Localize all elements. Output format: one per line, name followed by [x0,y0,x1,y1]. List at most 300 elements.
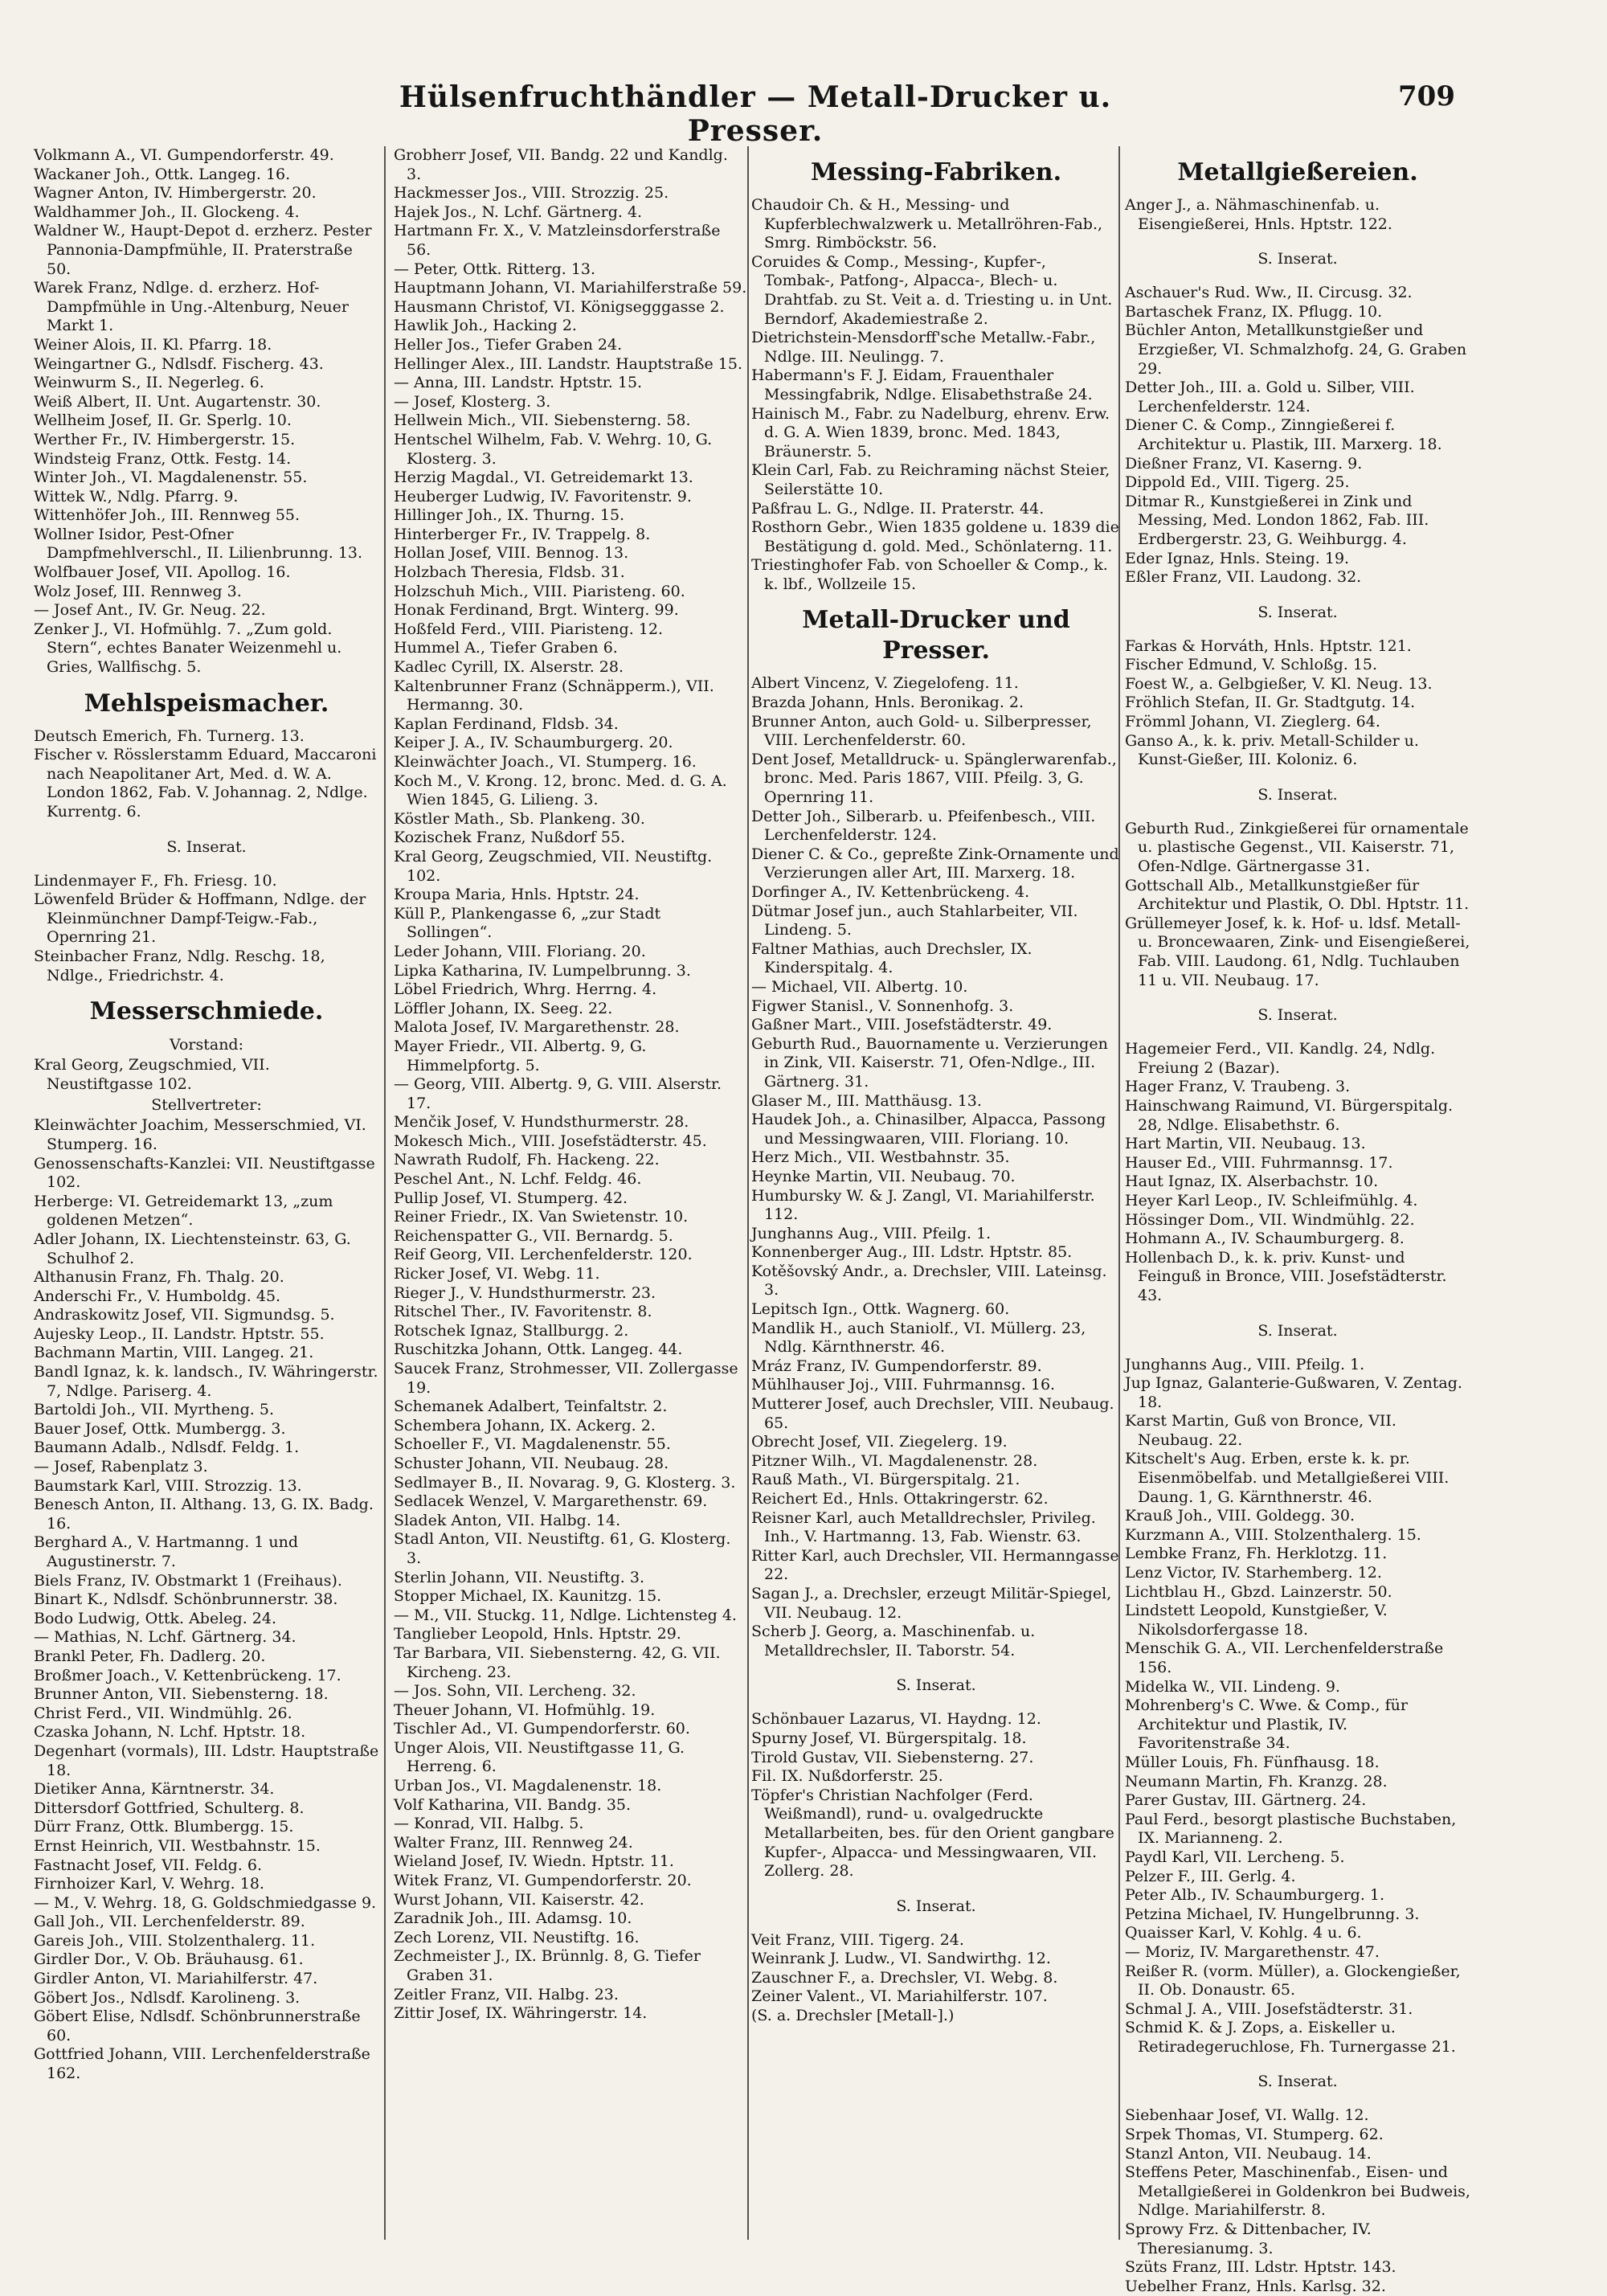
directory-entry: Weinrank J. Ludw., VI. Sandwirthg. 12. [751,1950,1051,1968]
directory-entry: — Josef, Klosterg. 3. [394,392,551,411]
directory-entry: Haudek Joh., a. Chinasilber, Alpacca, Passong und Messingwaaren, VIII. Floriang. 10. [751,1111,1106,1148]
directory-entry: Hart Martin, VII. Neubaug. 13. [1125,1135,1366,1153]
directory-entry: Dent Josef, Metalldruck- u. Spänglerwarenfab., bronc. Med. Paris 1867, VIII. Pfeilg. 3, G. Opernring 11. [751,750,1117,807]
directory-entry: Weiß Albert, II. Unt. Augartenstr. 30. [34,392,321,411]
directory-entry: Firnhoizer Karl, V. Wehrg. 18. [34,1875,264,1893]
directory-entry: Ritter Karl, auch Drechsler, VII. Hermanngasse 22. [751,1546,1119,1584]
directory-entry: Holzschuh Mich., VIII. Piaristeng. 60. [394,582,685,600]
directory-entry: Jup Ignaz, Galanterie-Gußwaren, V. Zentag. 18. [1125,1374,1462,1411]
directory-entry: Holzbach Theresia, Fldsb. 31. [394,563,625,582]
inserat-note: S. Inserat. [1257,1321,1338,1340]
column-1 [34,146,379,2248]
directory-entry: Kaplan Ferdinand, Fldsb. 34. [394,714,619,733]
directory-entry: Brazda Johann, Hnls. Beronikag. 2. [751,694,1024,712]
directory-entry: Kotěšovský Andr., a. Drechsler, VIII. Lateinsg. 3. [751,1262,1107,1299]
directory-entry: Waldhammer Joh., II. Glockeng. 4. [34,203,300,221]
directory-entry: Hollenbach D., k. k. priv. Kunst- und Feinguß in Bronce, VIII. Josefstädterstr. 43. [1125,1248,1447,1304]
directory-entry: — Jos. Sohn, VII. Lercheng. 32. [394,1682,636,1701]
directory-entry: Gottschall Alb., Metallkunstgießer für Architektur und Plastik, O. Dbl. Hptstr. 11. [1125,876,1470,914]
directory-entry: Reißer R. (vorm. Müller), a. Glockengießer, II. Ob. Donaustr. 65. [1125,1962,1461,1999]
directory-entry: Bauer Josef, Ottk. Mumbergg. 3. [34,1419,286,1438]
directory-entry: Tanglieber Leopold, Hnls. Hptstr. 29. [394,1625,681,1643]
directory-entry: Baumstark Karl, VIII. Strozzig. 13. [34,1476,302,1495]
directory-entry: Dießner Franz, VI. Kaserng. 9. [1125,454,1363,473]
directory-entry: Büchler Anton, Metallkunstgießer und Erzgießer, VI. Schmalzhofg. 24, G. Graben 29. [1125,321,1467,378]
column-2 [394,146,747,2248]
column-4 [1125,146,1470,2295]
directory-entry: Mráz Franz, IV. Gumpendorferstr. 89. [751,1357,1042,1375]
directory-entry: Hainschwang Raimund, VI. Bürgerspitalg. 28, Ndlge. Elisabethstr. 6. [1125,1096,1454,1134]
directory-entry: Zittir Josef, IX. Währingerstr. 14. [394,2004,648,2023]
directory-entry: Aujesky Leop., II. Landstr. Hptstr. 55. [34,1324,325,1343]
directory-entry: Nawrath Rudolf, Fh. Hackeng. 22. [394,1151,660,1169]
directory-entry: — Peter, Ottk. Ritterg. 13. [394,260,596,278]
directory-entry: Lichtblau H., Gbzd. Lainzerstr. 50. [1125,1582,1392,1601]
directory-entry: Rieger J., V. Hundsthurmerstr. 23. [394,1283,656,1302]
directory-entry: Anger J., a. Nähmaschinenfab. u. Eisengießerei, Hnls. Hptstr. 122. [1125,196,1392,233]
directory-entry: Lindstett Leopold, Kunstgießer, V. Nikolsdorfergasse 18. [1125,1602,1388,1639]
directory-entry: Dürr Franz, Ottk. Blumbergg. 15. [34,1818,294,1836]
directory-entry: Stadl Anton, VII. Neustiftg. 61, G. Klosterg. 3. [394,1530,731,1567]
column-rule [384,146,386,2240]
directory-entry: Bartoldi Joh., VII. Myrtheng. 5. [34,1401,275,1419]
directory-entry: Hollan Josef, VIII. Bennog. 13. [394,544,629,563]
directory-entry: Berghard A., V. Hartmanng. 1 und Augustinerstr. 7. [34,1533,299,1570]
directory-entry: Peter Alb., IV. Schaumburgerg. 1. [1125,1886,1385,1905]
directory-entry: Hawlik Joh., Hacking 2. [394,317,577,335]
directory-entry: Brunner Anton, VII. Siebensterng. 18. [34,1685,329,1704]
directory-entry: Steffens Peter, Maschinenfab., Eisen- und Metallgießerei in Goldenkron bei Budweis, Ndlge. Mariahilferstr. 8. [1125,2163,1470,2220]
section-heading-messing-fabriken: Messing-Fabriken. [810,158,1062,186]
directory-entry: Hainisch M., Fabr. zu Nadelburg, ehrenv. Erw. d. G. A. Wien 1839, bronc. Med. 1843, Bräunerstr. 5. [751,404,1110,460]
directory-entry: Dütmar Josef jun., auch Stahlarbeiter, VII. Lindeng. 5. [751,902,1078,939]
directory-entry: Szüts Franz, III. Ldstr. Hptstr. 143. [1125,2258,1396,2277]
inserat-note: S. Inserat. [166,837,247,856]
directory-entry: Schembera Johann, IX. Ackerg. 2. [394,1416,656,1434]
directory-entry: Zauschner F., a. Drechsler, VI. Webg. 8. [751,1968,1058,1987]
directory-entry: Volf Katharina, VII. Bandg. 35. [394,1795,632,1814]
directory-entry: Fischer Edmund, V. Schloßg. 15. [1125,656,1378,674]
directory-entry: Wagner Anton, IV. Himbergerstr. 20. [34,184,317,203]
directory-entry: (S. a. Drechsler [Metall-].) [751,2007,955,2025]
directory-entry: Küll P., Plankengasse 6, „zur Stadt Sollingen“. [394,904,661,942]
directory-entry: Junghanns Aug., VIII. Pfeilg. 1. [751,1224,992,1242]
directory-entry: Herz Mich., VII. Westbahnstr. 35. [751,1148,1010,1167]
directory-entry: Glaser M., III. Matthäusg. 13. [751,1091,982,1110]
directory-entry: Hauser Ed., VIII. Fuhrmannsg. 17. [1125,1153,1393,1172]
directory-entry: Parer Gustav, III. Gärtnerg. 24. [1125,1791,1367,1810]
directory-entry: Töpfer's Christian Nachfolger (Ferd. Weißmandl), rund- u. ovalgedruckte Metallarbeiten, bes. für den Orient gangbare Kupfer-, Alpacca- und Messingwaaren, VII. Zollerg. 28. [751,1786,1114,1881]
directory-entry: Hausmann Christof, VI. Königsegggasse 2. [394,297,725,316]
directory-entry: Löwenfeld Brüder & Hoffmann, Ndlge. der Kleinmünchner Dampf-Teigw.-Fab., Opernring 21. [34,890,366,947]
directory-entry: Dorfinger A., IV. Kettenbrückeng. 4. [751,883,1030,901]
directory-entry: Reif Georg, VII. Lerchenfelderstr. 120. [394,1246,693,1264]
directory-entry: — Josef Ant., IV. Gr. Neug. 22. [34,601,266,620]
directory-entry: Humbursky W. & J. Zangl, VI. Mariahilferstr. 112. [751,1186,1095,1224]
directory-entry: Heller Jos., Tiefer Graben 24. [394,335,623,354]
directory-entry: Junghanns Aug., VIII. Pfeilg. 1. [1125,1355,1365,1373]
directory-entry: Brankl Peter, Fh. Dadlerg. 20. [34,1647,266,1665]
directory-entry: Unger Alois, VII. Neustiftgasse 11, G. Herreng. 6. [394,1738,685,1776]
directory-entry: Herberge: VI. Getreidemarkt 13, „zum goldenen Metzen“. [34,1192,333,1230]
directory-entry: Löffler Johann, IX. Seeg. 22. [394,999,613,1017]
directory-entry: Mayer Friedr., VII. Albertg. 9, G. Himmelpfortg. 5. [394,1037,647,1074]
directory-entry: — M., V. Wehrg. 18, G. Goldschmiedgasse 9. [34,1893,377,1912]
running-title: Hülsenfruchthändler — Metall-Drucker u. Presser. [399,80,1112,148]
vorstand-entry: Kral Georg, Zeugschmied, VII. Neustiftgasse 102. [34,1056,270,1093]
directory-entry: Kleinwächter Joach., VI. Stumperg. 16. [394,753,697,771]
directory-entry: — Moriz, IV. Margarethenstr. 47. [1125,1942,1380,1961]
directory-entry: Menschik G. A., VII. Lerchenfelderstraße 156. [1125,1639,1444,1676]
directory-entry: Weinwurm S., II. Negerleg. 6. [34,374,264,392]
directory-entry: Hauptmann Johann, VI. Mariahilferstraße 59. [394,279,747,297]
directory-entry: Sagan J., a. Drechsler, erzeugt Militär-Spiegel, VII. Neubaug. 12. [751,1584,1112,1622]
directory-entry: Paßfrau L. G., Ndlge. II. Praterstr. 44. [751,499,1045,518]
directory-entry: — Michael, VII. Albertg. 10. [751,977,968,996]
directory-entry: Müller Louis, Fh. Fünfhausg. 18. [1125,1753,1380,1771]
entry-list-metallgiessereien [1125,196,1470,2296]
directory-entry: Zeiner Valent., VI. Mariahilferstr. 107. [751,1987,1048,2006]
entry-list-messerschmiede [34,1155,379,2084]
directory-entry: Siebenhaar Josef, VI. Wallg. 12. [1125,2106,1369,2125]
directory-entry: Ritschel Ther., IV. Favoritenstr. 8. [394,1303,652,1321]
directory-entry: Hoßfeld Ferd., VIII. Piaristeng. 12. [394,620,663,638]
directory-entry: Detter Joh., III. a. Gold u. Silber, VIII. Lerchenfelderstr. 124. [1125,379,1415,415]
directory-entry: Zechmeister J., IX. Brünnlg. 8, G. Tiefer Graben 31. [394,1947,701,1984]
directory-entry: Detter Joh., Silberarb. u. Pfeifenbesch., VIII. Lerchenfelderstr. 124. [751,807,1096,845]
directory-entry: Zech Lorenz, VII. Neustiftg. 16. [394,1928,640,1946]
directory-entry: Weingartner G., Ndlsdf. Fischerg. 43. [34,354,324,373]
directory-entry: Reisner Karl, auch Metalldrechsler, Privileg. Inh., V. Hartmanng. 13, Fab. Wienstr. 63. [751,1508,1096,1546]
directory-entry: — Anna, III. Landstr. Hptstr. 15. [394,374,643,392]
directory-entry: Keiper J. A., IV. Schaumburgerg. 20. [394,734,673,752]
directory-entry: Genossenschafts-Kanzlei: VII. Neustiftgasse 102. [34,1154,375,1192]
directory-entry: Malota Josef, IV. Margarethenstr. 28. [394,1018,680,1037]
directory-entry: Weiner Alois, II. Kl. Pfarrg. 18. [34,335,272,354]
directory-entry: Tar Barbara, VII. Siebensterng. 42, G. VII. Kircheng. 23. [394,1643,721,1681]
inserat-note: S. Inserat. [1257,785,1338,804]
directory-entry: Hössinger Dom., VII. Windmühlg. 22. [1125,1210,1415,1229]
directory-entry: Herzig Magdal., VI. Getreidemarkt 13. [394,469,693,487]
inserat-note: S. Inserat. [1257,2073,1338,2091]
directory-entry: Binart K., Ndlsdf. Schönbrunnerstr. 38. [34,1590,338,1609]
directory-entry: Lepitsch Ign., Ottk. Wagnerg. 60. [751,1300,1010,1319]
directory-entry: Neumann Martin, Fh. Kranzg. 28. [1125,1772,1388,1791]
directory-entry: Mandlik H., auch Staniolf., VI. Müllerg. 23, Ndlg. Kärnthnerstr. 46. [751,1319,1086,1357]
directory-entry: Hellinger Alex., III. Landstr. Hauptstraße 15. [394,354,743,373]
directory-entry: Kadlec Cyrill, IX. Alserstr. 28. [394,658,624,677]
directory-entry: Haut Ignaz, IX. Alserbachstr. 10. [1125,1173,1379,1191]
directory-entry: Wittek W., Ndlg. Pfarrg. 9. [34,487,239,505]
directory-entry: Kurzmann A., VIII. Stolzenthalerg. 15. [1125,1525,1421,1544]
directory-entry: Löbel Friedrich, Whrg. Herrng. 4. [394,980,657,999]
inserat-note: S. Inserat. [1257,250,1338,268]
directory-entry: Pullip Josef, VI. Stumperg. 42. [394,1189,628,1207]
directory-entry: Geburth Rud., Bauornamente u. Verzierungen in Zink, VII. Kaiserstr. 71, Ofen-Ndlge., III. Gärtnerg. 31. [751,1034,1108,1091]
directory-entry: Habermann's F. J. Eidam, Frauenthaler Messingfabrik, Ndlge. Elisabethstraße 24. [751,366,1093,403]
directory-entry: Stopper Michael, IX. Kaunitzg. 15. [394,1587,662,1606]
directory-entry: Czaska Johann, N. Lchf. Hptstr. 18. [34,1723,306,1741]
directory-entry: Obrecht Josef, VII. Ziegelerg. 19. [751,1433,1008,1451]
vorstand-label: Vorstand: [169,1036,243,1054]
directory-entry: Aschauer's Rud. Ww., II. Circusg. 32. [1125,284,1413,302]
entry-list-messing-fabriken [751,196,1121,594]
directory-entry: Degenhart (vormals), III. Ldstr. Hauptstraße 18. [34,1741,379,1779]
directory-entry: Theuer Johann, VI. Hofmühlg. 19. [394,1701,656,1719]
directory-entry: Windsteig Franz, Ottk. Festg. 14. [34,449,292,468]
directory-entry: Uebelher Franz, Hnls. Karlsg. 32. [1125,2277,1386,2295]
directory-entry: Kroupa Maria, Hnls. Hptstr. 24. [394,886,640,904]
directory-entry: Werther Fr., IV. Himbergerstr. 15. [34,430,296,448]
directory-entry: Ditmar R., Kunstgießerei in Zink und Messing, Med. London 1862, Fab. III. Erdbergerstr. 23, G. Weihburgg. 4. [1125,492,1429,548]
directory-entry: Schoeller F., VI. Magdalenenstr. 55. [394,1435,671,1454]
directory-entry: Biels Franz, IV. Obstmarkt 1 (Freihaus). [34,1571,342,1590]
directory-entry: Konnenberger Aug., III. Ldstr. Hptstr. 85. [751,1243,1073,1262]
directory-entry: Girdler Dor., V. Ob. Bräuhausg. 61. [34,1950,304,1969]
directory-entry: Reichert Ed., Hnls. Ottakringerstr. 62. [751,1490,1049,1508]
directory-entry: Schemanek Adalbert, Teinfaltstr. 2. [394,1398,668,1416]
directory-entry: Fröhlich Stefan, II. Gr. Stadtgutg. 14. [1125,694,1416,712]
directory-entry: Hartmann Fr. X., V. Matzleinsdorferstraße 56. [394,222,721,259]
directory-entry: Figwer Stanisl., V. Sonnenhofg. 3. [751,997,1014,1015]
directory-entry: Ricker Josef, VI. Webg. 11. [394,1265,600,1283]
directory-entry: Heynke Martin, VII. Neubaug. 70. [751,1167,1016,1185]
directory-entry: Hohmann A., IV. Schaumburgerg. 8. [1125,1230,1405,1248]
directory-entry: Hinterberger Fr., IV. Trappelg. 8. [394,525,651,543]
directory-entry: Foest W., a. Gelbgießer, V. Kl. Neug. 13. [1125,674,1433,693]
inserat-note: S. Inserat. [896,1897,976,1915]
directory-entry: Schuster Johann, VII. Neubaug. 28. [394,1454,669,1472]
directory-entry: Wellheim Josef, II. Gr. Sperlg. 10. [34,411,292,430]
directory-entry: Hillinger Joh., IX. Thurng. 15. [394,506,625,525]
directory-entry: Hager Franz, V. Traubeng. 3. [1125,1078,1351,1096]
directory-entry: Anderschi Fr., V. Humboldg. 45. [34,1287,281,1305]
directory-entry: Girdler Anton, VI. Mariahilferstr. 47. [34,1970,318,1988]
directory-entry: Wittenhöfer Joh., III. Rennweg 55. [34,506,301,525]
directory-entry: Reiner Friedr., IX. Van Swietenstr. 10. [394,1208,689,1226]
directory-entry: Adler Johann, IX. Liechtensteinstr. 63, G. Schulhof 2. [34,1230,351,1267]
directory-entry: Sprowy Frz. & Dittenbacher, IV. Theresianumg. 3. [1125,2220,1372,2257]
directory-entry: Althanusin Franz, Fh. Thalg. 20. [34,1268,284,1287]
directory-entry: — M., VII. Stuckg. 11, Ndlge. Lichtensteg 4. [394,1606,737,1624]
entry-list-messerschmiede-cont [394,146,747,2024]
directory-entry: Eßler Franz, VII. Laudong. 32. [1125,568,1362,587]
directory-entry: Diener C. & Comp., Zinngießerei f. Architektur u. Plastik, III. Marxerg. 18. [1125,416,1442,453]
column-rule [747,146,749,2240]
directory-entry: Scherb J. Georg, a. Maschinenfab. u. Metalldrechsler, II. Taborstr. 54. [751,1623,1036,1660]
directory-entry: Dittersdorf Gottfried, Schulterg. 8. [34,1799,305,1817]
directory-entry: Rosthorn Gebr., Wien 1835 goldene u. 1839 die Bestätigung d. gold. Med., Schönlaterng. 11. [751,518,1119,555]
directory-entry: Wieland Josef, IV. Wiedn. Hptstr. 11. [394,1852,674,1871]
directory-entry: Warek Franz, Ndlge. d. erzherz. Hof-Dampfmühle in Ung.-Altenburg, Neuer Markt 1. [34,279,349,335]
directory-entry: Hummel A., Tiefer Graben 6. [394,639,618,657]
directory-entry: Lenz Victor, IV. Starhemberg. 12. [1125,1564,1382,1582]
directory-entry: Gareis Joh., VIII. Stolzenthalerg. 11. [34,1931,316,1950]
directory-entry: Fischer v. Rösslerstamm Eduard, Maccaroni nach Neapolitaner Art, Med. d. W. A. London 1862, Fab. V. Johannag. 2, Ndlge. Kurrentg. 6. [34,746,377,821]
directory-entry: Baumann Adalb., Ndlsdf. Feldg. 1. [34,1439,300,1457]
directory-entry: Reichenspatter G., VII. Bernardg. 5. [394,1226,673,1245]
directory-entry: Kral Georg, Zeugschmied, VII. Neustiftg. 102. [394,847,713,885]
directory-entry: Triestinghofer Fab. von Schoeller & Comp., k. k. lbf., Wollzeile 15. [751,556,1108,593]
directory-entry: Klein Carl, Fab. zu Reichraming nächst Steier, Seilerstätte 10. [751,461,1110,498]
directory-entry: Honak Ferdinand, Brgt. Winterg. 99. [394,601,679,620]
directory-entry: Hackmesser Jos., VIII. Strozzig. 25. [394,184,669,203]
directory-entry: Mokesch Mich., VIII. Josefstädterstr. 45. [394,1132,707,1150]
directory-entry: Waldner W., Haupt-Depot d. erzherz. Pester Pannonia-Dampfmühle, II. Praterstraße 50. [34,222,372,278]
directory-entry: Albert Vincenz, V. Ziegelofeng. 11. [751,674,1019,693]
directory-entry: Ganso A., k. k. priv. Metall-Schilder u. Kunst-Gießer, III. Koloniz. 6. [1125,731,1419,769]
directory-entry: Fil. IX. Nußdorferstr. 25. [751,1767,943,1786]
directory-entry: Rauß Math., VI. Bürgerspitalg. 21. [751,1471,1020,1489]
stellvertreter-label: Stellvertreter: [151,1096,262,1115]
directory-entry: Gall Joh., VII. Lerchenfelderstr. 89. [34,1913,305,1931]
directory-entry: Hentschel Wilhelm, Fab. V. Wehrg. 10, G. Klosterg. 3. [394,430,713,468]
section-heading-metall-drucker: Metall-Drucker und Presser. [802,606,1070,665]
directory-entry: Ernst Heinrich, VII. Westbahnstr. 15. [34,1836,321,1855]
directory-entry: Sedlacek Wenzel, V. Margarethenstr. 69. [394,1492,708,1511]
directory-entry: Faltner Mathias, auch Drechsler, IX. Kinderspitalg. 4. [751,939,1032,977]
directory-entry: Menčik Josef, V. Hundsthurmerstr. 28. [394,1113,689,1132]
inserat-note: S. Inserat. [1257,603,1338,621]
directory-entry: Wolz Josef, III. Rennweg 3. [34,582,242,600]
directory-entry: Saucek Franz, Strohmesser, VII. Zollergasse 19. [394,1360,738,1397]
directory-entry: Coruides & Comp., Messing-, Kupfer-, Tombak-, Patfong-, Alpacca-, Blech- u. Drahtfab. zu St. Veit a. d. Triesting u. in Unt. Berndorf, Akademiestraße 2. [751,252,1113,328]
directory-entry: Sedlmayer B., II. Novarag. 9, G. Klosterg. 3. [394,1473,736,1492]
directory-entry: Dietiker Anna, Kärntnerstr. 34. [34,1780,275,1799]
directory-entry: Paul Ferd., besorgt plastische Buchstaben, IX. Marianneng. 2. [1125,1810,1457,1848]
directory-entry: Lembke Franz, Fh. Herklotzg. 11. [1125,1545,1388,1563]
directory-entry: — Konrad, VII. Halbg. 5. [394,1815,584,1833]
directory-entry: Kozischek Franz, Nußdorf 55. [394,829,626,847]
directory-entry: Köstler Math., Sb. Plankeng. 30. [394,809,645,828]
directory-entry: Pelzer F., III. Gerlg. 4. [1125,1867,1296,1885]
directory-entry: Rotschek Ignaz, Stallburgg. 2. [394,1321,629,1340]
directory-entry: Wackaner Joh., Ottk. Langeg. 16. [34,165,291,183]
directory-entry: Bartaschek Franz, IX. Pflugg. 10. [1125,302,1383,321]
directory-entry: Ruschitzka Johann, Ottk. Langeg. 44. [394,1340,683,1359]
section-heading-mehlspeismacher: Mehlspeismacher. [84,689,329,718]
directory-entry: Hajek Jos., N. Lchf. Gärtnerg. 4. [394,203,643,221]
directory-entry: Quaisser Karl, V. Kohlg. 4 u. 6. [1125,1924,1362,1942]
directory-entry: Gaßner Mart., VIII. Josefstädterstr. 49. [751,1016,1053,1034]
column-3 [751,146,1121,2248]
directory-entry: Heyer Karl Leop., IV. Schleifmühlg. 4. [1125,1191,1418,1209]
directory-entry: Peschel Ant., N. Lchf. Feldg. 46. [394,1170,642,1189]
directory-entry: Geburth Rud., Zinkgießerei für ornamentale u. plastische Gegenst., VII. Kaiserstr. 71, Ofen-Ndlge. Gärtnergasse 31. [1125,819,1469,876]
directory-entry: Grüllemeyer Josef, k. k. Hof- u. ldsf. Metall- u. Broncewaaren, Zink- und Eisengießerei, Fab. VIII. Laudong. 61, Ndlg. Tuchlauben 11 u. VII. Neubaug. 17. [1125,914,1470,989]
directory-entry: Paydl Karl, VII. Lercheng. 5. [1125,1848,1345,1866]
directory-entry: Petzina Michael, IV. Hungelbrunng. 3. [1125,1905,1420,1923]
directory-entry: Steinbacher Franz, Ndlg. Reschg. 18, Ndlge., Friedrichstr. 4. [34,947,325,984]
directory-entry: Tirold Gustav, VII. Siebensterng. 27. [751,1748,1034,1766]
stellvertreter-entry: Kleinwächter Joachim, Messerschmied, VI. Stumperg. 16. [34,1116,366,1153]
section-heading-messerschmiede: Messerschmiede. [89,997,324,1026]
directory-entry: Deutsch Emerich, Fh. Turnerg. 13. [34,726,305,745]
inserat-note: S. Inserat. [896,1676,976,1695]
directory-entry: Krauß Joh., VIII. Goldegg. 30. [1125,1507,1356,1525]
directory-entry: Lindenmayer F., Fh. Friesg. 10. [34,871,277,890]
entry-list-huelsenfrucht [34,146,379,677]
directory-entry: Hellwein Mich., VII. Siebensterng. 58. [394,411,691,430]
directory-entry: Midelka W., VII. Lindeng. 9. [1125,1677,1340,1696]
directory-entry: Heuberger Ludwig, IV. Favoritenstr. 9. [394,487,692,505]
directory-entry: Tischler Ad., VI. Gumpendorferstr. 60. [394,1720,690,1738]
directory-entry: Göbert Jos., Ndlsdf. Karolineng. 3. [34,1988,301,2007]
directory-entry: Winter Joh., VI. Magdalenenstr. 55. [34,469,308,487]
directory-entry: Mühlhauser Joj., VIII. Fuhrmannsg. 16. [751,1376,1056,1394]
directory-entry: Srpek Thomas, VI. Stumperg. 62. [1125,2126,1384,2144]
directory-entry: Eder Ignaz, Hnls. Steing. 19. [1125,549,1350,567]
directory-entry: Diener C. & Co., gepreßte Zink-Ornamente und Verzierungen aller Art, III. Marxerg. 18. [751,845,1119,882]
directory-entry: Walter Franz, III. Rennweg 24. [394,1833,633,1852]
directory-entry: Urban Jos., VI. Magdalenenstr. 18. [394,1777,662,1795]
inserat-note: S. Inserat. [1257,1006,1338,1025]
entry-list-mehlspeismacher [34,727,379,986]
directory-entry: Dietrichstein-Mensdorff'sche Metallw.-Fabr., Ndlge. III. Neulingg. 7. [751,329,1096,366]
directory-entry: Göbert Elise, Ndlsdf. Schönbrunnerstraße 60. [34,2007,361,2044]
directory-entry: Kitschelt's Aug. Erben, erste k. k. pr. Eisenmöbelfab. und Metallgießerei VIII. Daung. 1, G. Kärnthnerstr. 46. [1125,1450,1450,1506]
directory-entry: Farkas & Horváth, Hnls. Hptstr. 121. [1125,636,1412,655]
directory-entry: Witek Franz, VI. Gumpendorferstr. 20. [394,1872,692,1890]
directory-entry: Mutterer Josef, auch Drechsler, VIII. Neubaug. 65. [751,1395,1114,1432]
directory-entry: Schönbauer Lazarus, VI. Haydng. 12. [751,1710,1041,1729]
directory-entry: Wurst Johann, VII. Kaiserstr. 42. [394,1890,644,1909]
directory-entry: Zaradnik Joh., III. Adamsg. 10. [394,1909,632,1928]
directory-entry: Volkmann A., VI. Gumpendorferstr. 49. [34,146,334,164]
directory-entry: Grobherr Josef, VII. Bandg. 22 und Kandlg. 3. [394,146,728,183]
directory-entry: Sladek Anton, VII. Halbg. 14. [394,1511,621,1529]
directory-entry: Schmid K. & J. Zops, a. Eiskeller u. Retiradegeruchlose, Fh. Turnergasse 21. [1125,2019,1456,2056]
directory-entry: Andraskowitz Josef, VII. Sigmundsg. 5. [34,1306,335,1324]
directory-entry: Christ Ferd., VII. Windmühlg. 26. [34,1704,292,1722]
directory-entry: Bachmann Martin, VIII. Langeg. 21. [34,1344,314,1362]
directory-entry: Bodo Ludwig, Ottk. Abeleg. 24. [34,1609,276,1627]
directory-entry: Mohrenberg's C. Wwe. & Comp., für Architektur und Plastik, IV. Favoritenstraße 34. [1125,1696,1408,1753]
directory-entry: — Georg, VIII. Albertg. 9, G. VIII. Alserstr. 17. [394,1075,722,1112]
directory-entry: Schmal J. A., VIII. Josefstädterstr. 31. [1125,1999,1413,2018]
directory-entry: Stanzl Anton, VII. Neubaug. 14. [1125,2144,1372,2163]
directory-entry: Sterlin Johann, VII. Neustiftg. 3. [394,1568,644,1586]
directory-entry: Benesch Anton, II. Althang. 13, G. IX. Badg. 16. [34,1496,374,1533]
directory-entry: Fastnacht Josef, VII. Feldg. 6. [34,1856,263,1874]
directory-entry: Gottfried Johann, VIII. Lerchenfelderstraße 162. [34,2045,370,2083]
directory-entry: Frömml Johann, VI. Zieglerg. 64. [1125,713,1380,731]
directory-entry: Koch M., V. Krong. 12, bronc. Med. d. G. A. Wien 1845, G. Lilieng. 3. [394,771,727,809]
page-number: 709 [1398,80,1455,113]
directory-entry: Lipka Katharina, IV. Lumpelbrunng. 3. [394,961,691,980]
directory-entry: Veit Franz, VIII. Tigerg. 24. [751,1930,964,1949]
directory-entry: Hagemeier Ferd., VII. Kandlg. 24, Ndlg. Freiung 2 (Bazar). [1125,1040,1436,1077]
directory-entry: Brunner Anton, auch Gold- u. Silberpresser, VIII. Lerchenfelderstr. 60. [751,712,1092,750]
directory-entry: Zeitler Franz, VII. Halbg. 23. [394,1985,619,2003]
directory-entry: Pitzner Wilh., VI. Magdalenenstr. 28. [751,1451,1038,1470]
directory-entry: — Josef, Rabenplatz 3. [34,1458,208,1476]
directory-entry: Spurny Josef, VI. Bürgerspitalg. 18. [751,1729,1027,1747]
directory-entry: Kaltenbrunner Franz (Schnäpperm.), VII. Hermanng. 30. [394,677,714,714]
entry-list-metall-drucker [751,674,1121,2025]
directory-entry: Karst Martin, Guß von Bronce, VII. Neubaug. 22. [1125,1412,1396,1449]
directory-entry: Bandl Ignaz, k. k. landsch., IV. Währingerstr. 7, Ndlge. Pariserg. 4. [34,1363,378,1400]
directory-entry: — Mathias, N. Lchf. Gärtnerg. 34. [34,1628,296,1647]
directory-entry: Zenker J., VI. Hofmühlg. 7. „Zum gold. Stern“, echtes Banater Weizenmehl u. Gries, Wallfischg. 5. [34,620,342,677]
directory-entry: Leder Johann, VIII. Floriang. 20. [394,942,646,960]
directory-entry: Wolfbauer Josef, VII. Apollog. 16. [34,563,291,582]
directory-entry: Wollner Isidor, Pest-Ofner Dampfmehlverschl., II. Lilienbrunng. 13. [34,525,363,563]
section-heading-metallgiessereien: Metallgießereien. [1177,158,1418,186]
page-header [0,80,1607,148]
directory-entry: Broßmer Joach., V. Kettenbrückeng. 17. [34,1666,341,1684]
directory-entry: Dippold Ed., VIII. Tigerg. 25. [1125,473,1350,492]
